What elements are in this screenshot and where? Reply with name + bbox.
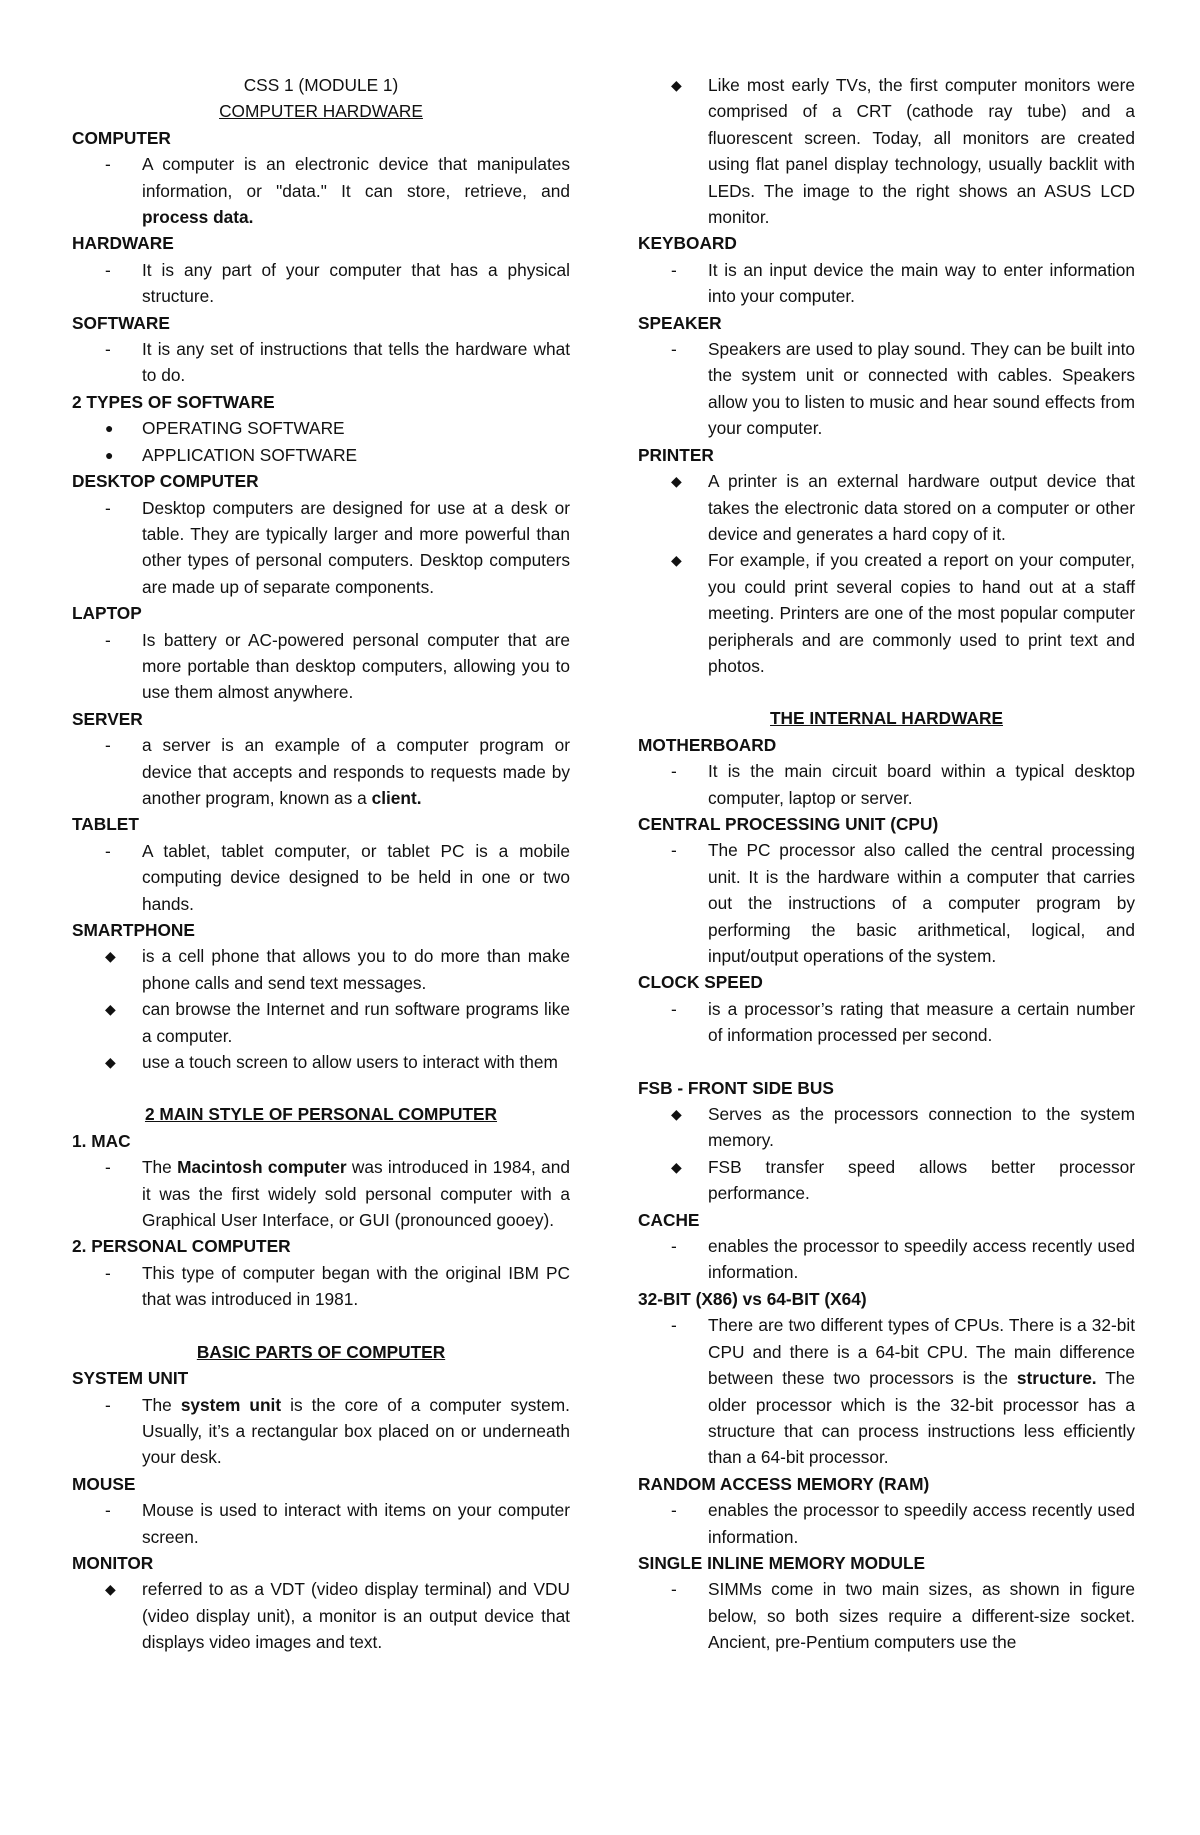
computer-heading: COMPUTER bbox=[72, 127, 171, 148]
system-unit-heading: SYSTEM UNIT bbox=[72, 1368, 189, 1389]
list-item: ◆ referred to as a VDT (video display terminal) and VDU (video display unit), a monitor is an output device that displays video images and text. bbox=[105, 1579, 570, 1653]
basic-parts-heading: BASIC PARTS OF COMPUTER bbox=[196, 1341, 446, 1362]
list-item: ◆ Serves as the processors connection to the system memory. bbox=[671, 1104, 1135, 1151]
list-item: ◆ FSB transfer speed allows better processor performance. bbox=[671, 1156, 1135, 1204]
mac-heading: 1. MAC bbox=[72, 1130, 131, 1151]
ram-heading: RANDOM ACCESS MEMORY (RAM) bbox=[638, 1473, 930, 1494]
bit-heading: 32-BIT (X86) vs 64-BIT (X64) bbox=[638, 1288, 867, 1309]
mouse-heading: MOUSE bbox=[72, 1473, 136, 1494]
list-item: ● OPERATING SOFTWARE bbox=[105, 418, 345, 439]
left-column bbox=[72, 72, 570, 1656]
simm-heading: SINGLE INLINE MEMORY MODULE bbox=[638, 1552, 926, 1573]
laptop-definition: - Is battery or AC-powered personal computer that are more portable than desktop computers, allowing you to use them almost anywhere. bbox=[105, 629, 570, 703]
smartphone-heading: SMARTPHONE bbox=[72, 920, 195, 940]
mouse-definition: - Mouse is used to interact with items on your computer screen. bbox=[105, 1500, 570, 1547]
clock-speed-heading: CLOCK SPEED bbox=[638, 972, 763, 993]
desktop-heading: DESKTOP COMPUTER bbox=[72, 471, 259, 492]
mac-definition: - The Macintosh computer was introduced in 1984, and it was the first widely sold personal computer with a Graphical User Interface, or GUI (pronounced gooey). bbox=[105, 1157, 570, 1231]
software-types-heading: 2 TYPES OF SOFTWARE bbox=[72, 391, 275, 412]
simm-definition: - SIMMs come in two main sizes, as shown in figure below, so both sizes require a different-size socket. Ancient, pre-Pentium computers use the bbox=[671, 1579, 1135, 1653]
cache-heading: CACHE bbox=[638, 1209, 700, 1230]
keyboard-definition: - It is an input device the main way to enter information into your computer. bbox=[671, 259, 1135, 307]
motherboard-heading: MOTHERBOARD bbox=[638, 734, 777, 755]
software-heading: SOFTWARE bbox=[72, 312, 170, 333]
motherboard-definition: - It is the main circuit board within a typical desktop computer, laptop or server. bbox=[671, 761, 1135, 808]
pc-styles-heading: 2 MAIN STYLE OF PERSONAL COMPUTER bbox=[144, 1104, 498, 1125]
list-item: ◆ For example, if you created a report on your computer, you could print several copies to hand out at a staff meeting. Printers are one of the most popular computer peripherals and are commonly used to print text and photos. bbox=[671, 550, 1135, 676]
clock-speed-definition: - is a processor’s rating that measure a certain number of information processed per second. bbox=[671, 998, 1135, 1046]
internal-hardware-heading: THE INTERNAL HARDWARE bbox=[770, 708, 1003, 729]
laptop-heading: LAPTOP bbox=[72, 603, 142, 624]
fsb-heading: FSB - FRONT SIDE BUS bbox=[638, 1077, 834, 1098]
cache-definition: - enables the processor to speedily access recently used information. bbox=[671, 1236, 1135, 1283]
module-title: CSS 1 (MODULE 1) bbox=[243, 75, 399, 95]
list-item: ◆ can browse the Internet and run software programs like a computer. bbox=[105, 999, 570, 1046]
ram-definition: - enables the processor to speedily access recently used information. bbox=[671, 1500, 1135, 1547]
list-item: ◆ A printer is an external hardware output device that takes the electronic data stored on a computer or other device and generates a hard copy of it. bbox=[671, 471, 1135, 544]
list-item: ● APPLICATION SOFTWARE bbox=[105, 444, 358, 465]
tablet-definition: - A tablet, tablet computer, or tablet PC is a mobile computing device designed to be held in one or two hands. bbox=[105, 840, 570, 914]
list-item: ◆ Like most early TVs, the first computer monitors were comprised of a CRT (cathode ray tube) and a fluorescent screen. Today, all monitors are created using flat panel display technology, usually backlit with LEDs. The image to the right shows an ASUS LCD monitor. bbox=[671, 75, 1135, 228]
speaker-definition: - Speakers are used to play sound. They can be built into the system unit or connected with cables. Speakers allow you to listen to music and hear sound effects from your computer. bbox=[671, 339, 1135, 439]
pc-definition: - This type of computer began with the original IBM PC that was introduced in 1981. bbox=[105, 1262, 570, 1310]
software-definition: - It is any set of instructions that tells the hardware what to do. bbox=[105, 339, 570, 386]
desktop-definition: - Desktop computers are designed for use at a desk or table. They are typically larger and more powerful than other types of personal computers. Desktop computers are made up of separate components. bbox=[105, 497, 570, 597]
system-unit-definition: - The system unit is the core of a computer system. Usually, it’s a rectangular box placed on or underneath your desk. bbox=[105, 1394, 570, 1468]
bit-definition: - There are two different types of CPUs. There is a 32-bit CPU and there is a 64-bit CPU. The main difference between these two processors is the structure. The older processor which is the 32-bit processor has a structure that can process instructions less efficiently than a 64-bit processor. bbox=[671, 1315, 1135, 1468]
tablet-heading: TABLET bbox=[72, 814, 139, 835]
cpu-definition: - The PC processor also called the central processing unit. It is the hardware within a computer that carries out the instructions of a computer program by performing the basic arithmetical, logical, and input/output operations of the system. bbox=[671, 840, 1135, 966]
list-item: ◆ is a cell phone that allows you to do more than make phone calls and send text messages. bbox=[105, 946, 570, 993]
hardware-definition: - It is any part of your computer that has a physical structure. bbox=[105, 259, 570, 307]
cpu-heading: CENTRAL PROCESSING UNIT (CPU) bbox=[638, 813, 939, 834]
server-definition: - a server is an example of a computer program or device that accepts and responds to requests made by another program, known as a client. bbox=[105, 735, 570, 808]
speaker-heading: SPEAKER bbox=[638, 312, 722, 333]
module-subtitle: COMPUTER HARDWARE bbox=[219, 101, 423, 122]
hardware-heading: HARDWARE bbox=[72, 233, 174, 254]
server-heading: SERVER bbox=[72, 708, 143, 729]
list-item: ◆ use a touch screen to allow users to interact with them bbox=[105, 1052, 558, 1073]
pc-heading: 2. PERSONAL COMPUTER bbox=[72, 1236, 291, 1257]
monitor-heading: MONITOR bbox=[72, 1552, 154, 1573]
keyboard-heading: KEYBOARD bbox=[638, 233, 737, 254]
computer-definition: - A computer is an electronic device that manipulates information, or "data." It can store, retrieve, and process data. bbox=[105, 154, 570, 228]
right-column bbox=[638, 72, 1135, 1656]
printer-heading: PRINTER bbox=[638, 444, 714, 465]
